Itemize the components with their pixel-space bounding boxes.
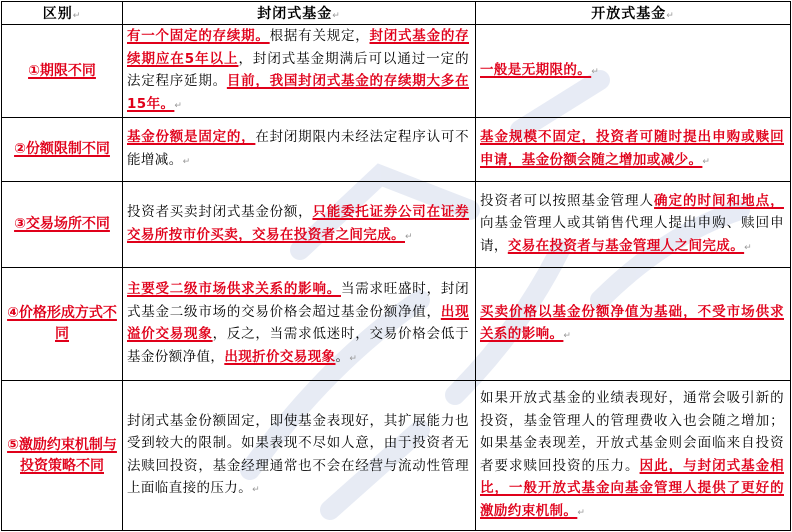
row-label: ⑤激励约束机制与投资策略不同 [2, 381, 123, 531]
highlighted-text: 交易在投资者与基金管理人之间完成。 [507, 237, 745, 254]
body-text: 投资者可以按照基金管理人 [480, 192, 655, 209]
row-incentive [2, 381, 791, 531]
highlighted-text: 目前，我国封闭式基金的存续期大多在15年。 [127, 73, 469, 112]
body-text: 向基金管理人或其销售代理人提出申购、赎回申请， [480, 215, 784, 254]
closed-fund-cell [123, 268, 476, 381]
row-term [2, 25, 791, 118]
open-fund-cell [476, 25, 791, 118]
highlighted-text: 买卖价格以基金份额净值为基础，不受市场供求关系的影响。 [480, 303, 784, 342]
open-fund-cell [476, 268, 791, 381]
row-share-limit [2, 118, 791, 182]
highlighted-text: 基金规模不固定，投资者可随时提出申购或赎回申请，基金份额会随之增加或减少。 [480, 129, 784, 168]
highlighted-text: 只能委托证券公司在证券交易所按市价买卖，交易在投资者之间完成。 [127, 204, 470, 243]
paragraph-mark: ↵ [182, 156, 191, 167]
row-label: ①期限不同 [2, 25, 123, 118]
closed-fund-cell [123, 182, 476, 268]
closed-fund-cell [123, 118, 476, 182]
body-text: 根据有关规定， [269, 28, 370, 44]
header-row [2, 2, 791, 25]
header-difference: 区别↵ [2, 2, 123, 25]
highlighted-text: 主要受二级市场供求关系的影响。 [127, 281, 341, 297]
row-label: ④价格形成方式不同 [2, 268, 123, 381]
closed-fund-cell [123, 381, 476, 531]
highlighted-text: 基金份额是固定的， [127, 129, 256, 145]
header-closed-fund: 封闭式基金↵ [123, 2, 476, 25]
body-text: 如果开放式基金的业绩表现好，通常会吸引新的投资，基金管理人的管理费收入也会随之增加；如果基金表现差，开放式基金则会面临来自投资者要求赎回投资的压力。 [480, 390, 784, 474]
open-fund-cell [476, 381, 791, 531]
body-text: 。 [335, 348, 350, 365]
highlighted-text: 封闭式基金的存续期应在5年以上 [127, 28, 470, 67]
header-open-fund: 开放式基金↵ [476, 2, 791, 25]
body-text: 在封闭期限内未经法定程序认可不能增减。 [127, 129, 469, 168]
paragraph-mark: ↵ [252, 485, 261, 495]
body-text: 当需求旺盛时，封闭式基金二级市场的交易价格会超过基金份额净值， [127, 281, 470, 320]
body-text: ，反之，当需求低迷时，交易价格会低于基金份额净值， [127, 326, 469, 365]
paragraph-mark: ↵ [405, 231, 413, 242]
paragraph-mark: ↵ [349, 353, 358, 364]
highlighted-text: 确定的时间和地点， [654, 192, 784, 209]
row-trading-venue [2, 182, 791, 268]
paragraph-mark: ↵ [577, 507, 586, 518]
highlighted-text: 因此，与封闭式基金相比，一般开放式基金向基金管理人提供了更好的激励约束机制。 [480, 457, 785, 519]
open-fund-cell [476, 118, 791, 182]
row-label: ②份额限制不同 [2, 118, 123, 182]
paragraph-mark: ↵ [591, 66, 600, 77]
row-label: ③交易场所不同 [2, 182, 123, 268]
body-text: 投资者买卖封闭式基金份额， [127, 204, 313, 220]
fund-comparison-table [1, 1, 791, 531]
body-text: ，封闭式基金期满后可以通过一定的法定程序延期。 [127, 50, 470, 89]
highlighted-text: 出现溢价交易现象 [127, 303, 469, 342]
highlighted-text: 有一个固定的存续期。 [127, 28, 270, 44]
paragraph-mark: ↵ [702, 156, 711, 167]
body-text: 封闭式基金份额固定，即使基金表现好，其扩展能力也受到较大的限制。如果表现不尽如人意，由于投资者无法赎回投资，基金经理通常也不会在经营与流动性管理上面临直接的压力。 [127, 412, 469, 496]
paragraph-mark: ↵ [744, 242, 753, 253]
paragraph-mark: ↵ [174, 100, 183, 111]
paragraph-mark: ↵ [563, 331, 572, 341]
highlighted-text: 出现折价交易现象 [224, 348, 336, 365]
row-price-formation [2, 268, 791, 381]
open-fund-cell [476, 182, 791, 268]
highlighted-text: 一般是无期限的。 [480, 61, 592, 78]
closed-fund-cell [123, 25, 476, 118]
